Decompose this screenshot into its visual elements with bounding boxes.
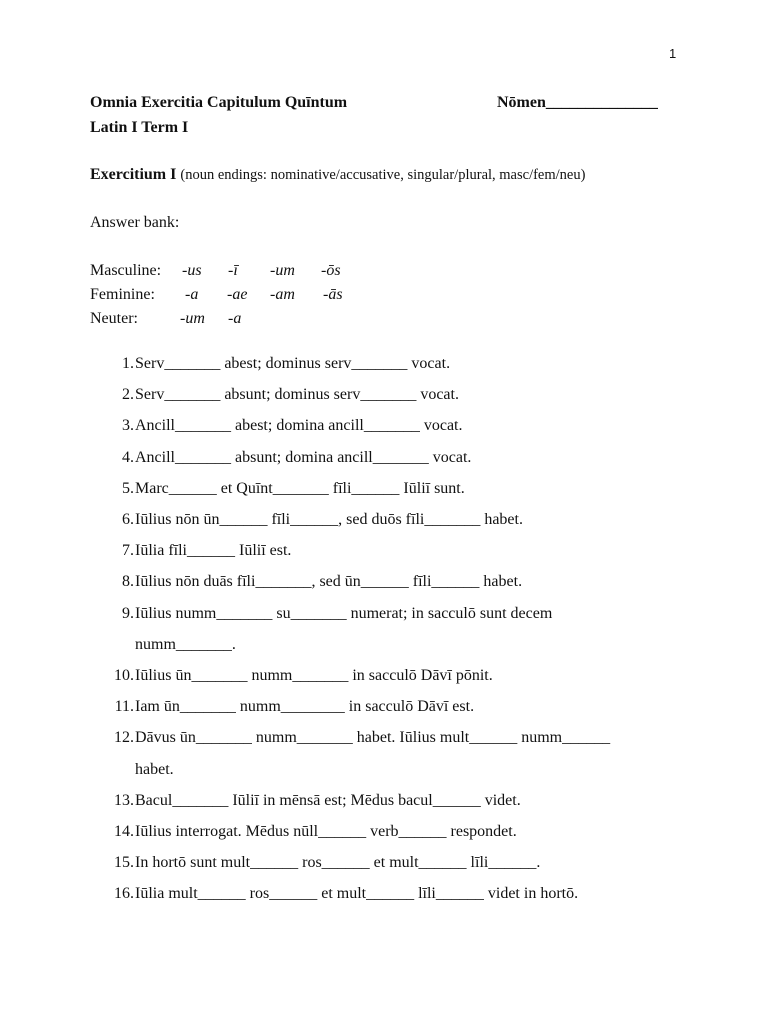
item-sentence: Iūlius nōn ūn______ fīli______, sed duōs fīli_______ habet. — [135, 511, 523, 528]
ending-option: -ōs — [321, 262, 341, 279]
name-field: Nōmen______________ — [497, 94, 658, 111]
item-number: 3. — [122, 417, 134, 435]
item-number: 7. — [122, 542, 134, 560]
item-sentence: habet. — [135, 760, 174, 778]
item-sentence: Iam ūn_______ numm________ in sacculō Dāvī est. — [135, 698, 475, 716]
item-number: 12. — [114, 729, 134, 747]
exercise-heading — [90, 166, 585, 184]
item-sentence: Iūlius nōn duās fīli_______, sed ūn______ fīli______ habet. — [135, 573, 523, 591]
page-number: 1 — [669, 46, 677, 61]
ending-option: -um — [180, 310, 205, 327]
item-sentence: Iūlius ūn_______ numm_______ in sacculō Dāvī pōnit. — [135, 667, 493, 684]
item-sentence: Dāvus ūn_______ numm_______ habet. Iūlius mult______ numm______ — [135, 729, 611, 747]
item-sentence: Iūlius interrogat. Mēdus nūll______ verb______ respondet. — [135, 823, 517, 840]
item-sentence: In hortō sunt mult______ ros______ et mult______ līli______. — [135, 854, 541, 872]
item-number: 16. — [114, 885, 134, 903]
ending-option: -us — [182, 262, 202, 279]
item-number: 8. — [122, 573, 134, 591]
exercise-title: Exercitium I — [90, 166, 177, 183]
item-sentence: Bacul_______ Iūliī in mēnsā est; Mēdus bacul______ videt. — [135, 791, 521, 809]
item-number: 14. — [114, 823, 134, 840]
item-sentence: Serv_______ absunt; dominus serv_______ vocat. — [135, 386, 459, 404]
exercise-description: (noun endings: nominative/accusative, singular/plural, masc/fem/neu) — [180, 167, 586, 183]
ending-option: -ī — [228, 262, 238, 279]
answer-bank-label: Answer bank: — [90, 214, 180, 231]
item-number: 6. — [122, 511, 134, 528]
item-sentence: Marc______ et Quīnt_______ fīli______ Iūliī sunt. — [135, 479, 465, 497]
item-number: 4. — [122, 448, 134, 466]
gender-label: Feminine: — [90, 286, 155, 303]
item-number: 11. — [114, 698, 134, 716]
item-sentence: Iūlia mult______ ros______ et mult______ līli______ videt in hortō. — [135, 885, 579, 903]
ending-option: -a — [185, 286, 199, 303]
item-sentence: Ancill_______ absunt; domina ancill_______ vocat. — [135, 448, 472, 466]
item-number: 13. — [114, 791, 134, 809]
item-sentence: Ancill_______ abest; domina ancill_______ vocat. — [135, 417, 463, 435]
item-sentence: numm_______. — [135, 635, 236, 653]
gender-label: Masculine: — [90, 262, 162, 279]
item-number: 10. — [114, 667, 134, 684]
item-number: 5. — [122, 479, 134, 497]
item-number: 2. — [122, 386, 134, 404]
ending-option: -um — [270, 262, 295, 279]
item-sentence: Iūlius numm_______ su_______ numerat; in sacculō sunt decem — [135, 604, 553, 622]
worksheet-title: Omnia Exercitia Capitulum Quīntum — [90, 94, 348, 111]
ending-option: -ae — [227, 286, 248, 303]
item-number: 9. — [122, 604, 134, 622]
item-number: 1. — [122, 355, 134, 372]
ending-option: -a — [228, 310, 242, 327]
ending-option: -ās — [323, 286, 343, 303]
item-number: 15. — [114, 854, 134, 872]
item-sentence: Iūlia fīli______ Iūliī est. — [135, 542, 292, 560]
gender-label: Neuter: — [90, 310, 138, 327]
course-subtitle: Latin I Term I — [90, 119, 189, 136]
ending-option: -am — [270, 286, 295, 303]
item-sentence: Serv_______ abest; dominus serv_______ vocat. — [135, 355, 451, 372]
